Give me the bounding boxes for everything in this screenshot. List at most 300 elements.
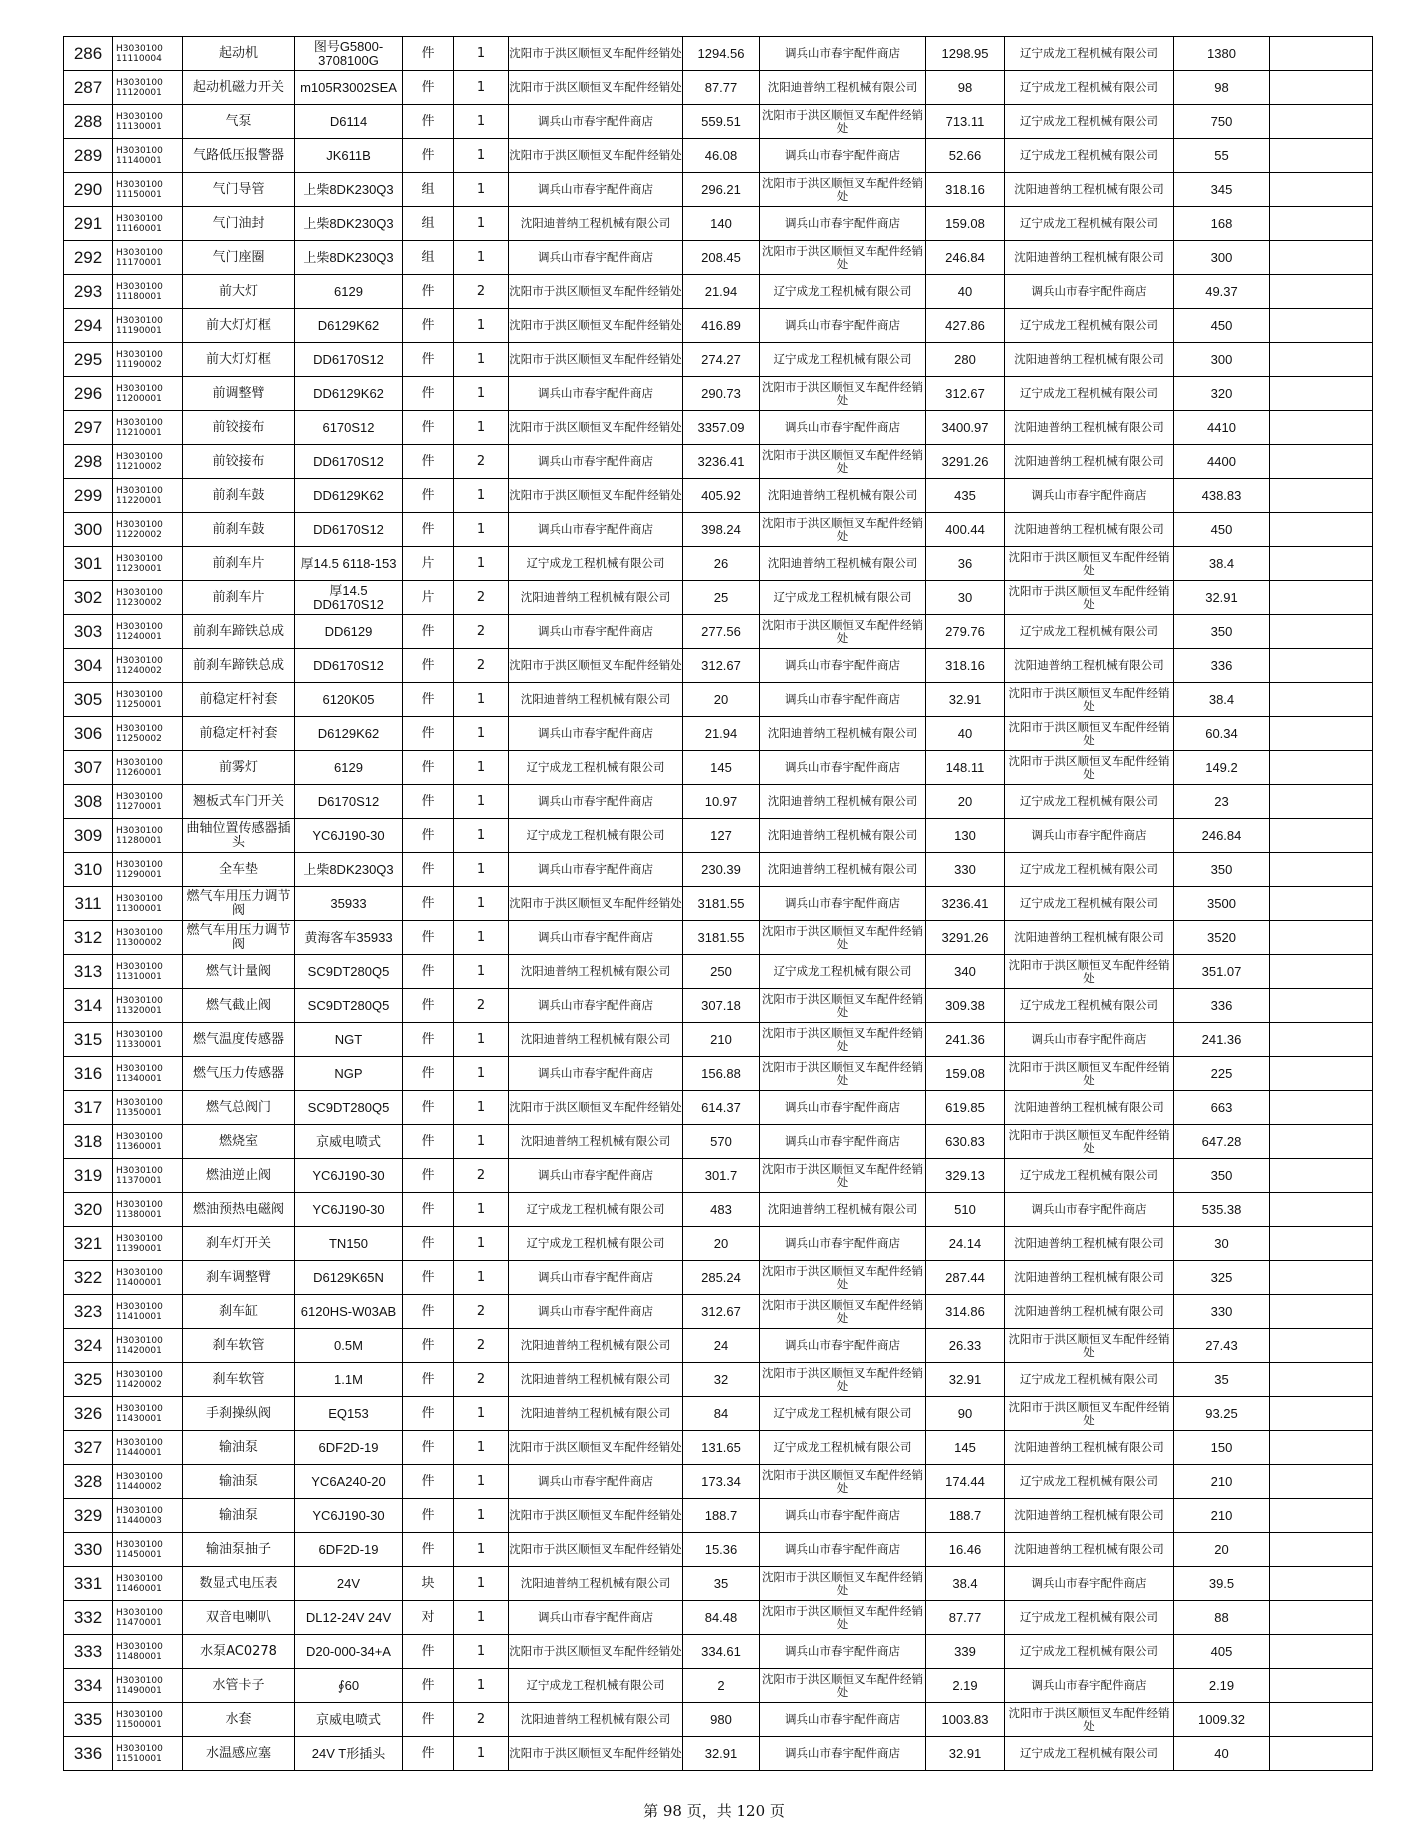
specification-cell: YC6J190-30 [295, 819, 403, 853]
remark-cell [1270, 1669, 1373, 1703]
table-row [64, 241, 1373, 275]
supplier-2-cell: 沈阳市于洪区顺恒叉车配件经销处 [760, 1363, 926, 1397]
supplier-1-cell: 沈阳市于洪区顺恒叉车配件经销处 [509, 1737, 683, 1771]
row-number-cell: 327 [64, 1431, 113, 1465]
specification-cell: D20-000-34+A [295, 1635, 403, 1669]
supplier-1-cell: 调兵山市春宇配件商店 [509, 241, 683, 275]
price-2-cell: 3291.26 [926, 445, 1005, 479]
specification-cell: D6170S12 [295, 785, 403, 819]
unit-cell: 件 [403, 785, 454, 819]
unit-cell: 块 [403, 1567, 454, 1601]
price-1-cell: 2 [683, 1669, 760, 1703]
part-name-cell: 气门座圈 [183, 241, 295, 275]
remark-cell [1270, 547, 1373, 581]
row-number-cell: 313 [64, 955, 113, 989]
price-3-cell: 438.83 [1174, 479, 1270, 513]
material-code-cell: H3030100 11490001 [113, 1669, 183, 1703]
material-code-cell: H3030100 11250001 [113, 683, 183, 717]
remark-cell [1270, 1329, 1373, 1363]
price-2-cell: 309.38 [926, 989, 1005, 1023]
table-row [64, 105, 1373, 139]
price-2-cell: 279.76 [926, 615, 1005, 649]
price-3-cell: 3500 [1174, 887, 1270, 921]
material-code-cell: H3030100 11400001 [113, 1261, 183, 1295]
quantity-cell: 2 [454, 1295, 509, 1329]
specification-cell: 上柴8DK230Q3 [295, 207, 403, 241]
table-row [64, 615, 1373, 649]
remark-cell [1270, 581, 1373, 615]
material-code-cell: H3030100 11210002 [113, 445, 183, 479]
remark-cell [1270, 1397, 1373, 1431]
row-number-cell: 303 [64, 615, 113, 649]
specification-cell: 24V [295, 1567, 403, 1601]
price-2-cell: 312.67 [926, 377, 1005, 411]
material-code-cell: H3030100 11450001 [113, 1533, 183, 1567]
specification-cell: 黄海客车35933 [295, 921, 403, 955]
supplier-3-cell: 沈阳迪普纳工程机械有限公司 [1005, 1227, 1174, 1261]
quantity-cell: 1 [454, 683, 509, 717]
row-number-cell: 304 [64, 649, 113, 683]
unit-cell: 件 [403, 819, 454, 853]
supplier-1-cell: 沈阳市于洪区顺恒叉车配件经销处 [509, 1499, 683, 1533]
table-row [64, 275, 1373, 309]
unit-cell: 件 [403, 1125, 454, 1159]
price-1-cell: 3181.55 [683, 887, 760, 921]
price-2-cell: 98 [926, 71, 1005, 105]
supplier-2-cell: 调兵山市春宇配件商店 [760, 683, 926, 717]
table-row [64, 343, 1373, 377]
price-3-cell: 35 [1174, 1363, 1270, 1397]
part-name-cell: 燃油预热电磁阀 [183, 1193, 295, 1227]
part-name-cell: 前铰接布 [183, 445, 295, 479]
table-row [64, 581, 1373, 615]
material-code-cell: H3030100 11410001 [113, 1295, 183, 1329]
specification-cell: YC6A240-20 [295, 1465, 403, 1499]
supplier-1-cell: 辽宁成龙工程机械有限公司 [509, 1669, 683, 1703]
supplier-1-cell: 沈阳迪普纳工程机械有限公司 [509, 581, 683, 615]
supplier-2-cell: 沈阳市于洪区顺恒叉车配件经销处 [760, 105, 926, 139]
price-3-cell: 38.4 [1174, 683, 1270, 717]
price-1-cell: 87.77 [683, 71, 760, 105]
price-1-cell: 46.08 [683, 139, 760, 173]
material-code-cell: H3030100 11240001 [113, 615, 183, 649]
supplier-3-cell: 辽宁成龙工程机械有限公司 [1005, 1635, 1174, 1669]
remark-cell [1270, 1703, 1373, 1737]
specification-cell: TN150 [295, 1227, 403, 1261]
quantity-cell: 1 [454, 717, 509, 751]
supplier-3-cell: 沈阳迪普纳工程机械有限公司 [1005, 241, 1174, 275]
supplier-1-cell: 沈阳市于洪区顺恒叉车配件经销处 [509, 649, 683, 683]
supplier-3-cell: 沈阳迪普纳工程机械有限公司 [1005, 1091, 1174, 1125]
table-row [64, 819, 1373, 853]
price-2-cell: 2.19 [926, 1669, 1005, 1703]
material-code-cell: H3030100 11240002 [113, 649, 183, 683]
price-3-cell: 241.36 [1174, 1023, 1270, 1057]
price-2-cell: 713.11 [926, 105, 1005, 139]
supplier-2-cell: 调兵山市春宇配件商店 [760, 1533, 926, 1567]
row-number-cell: 305 [64, 683, 113, 717]
price-3-cell: 450 [1174, 513, 1270, 547]
supplier-2-cell: 沈阳市于洪区顺恒叉车配件经销处 [760, 615, 926, 649]
price-3-cell: 300 [1174, 343, 1270, 377]
material-code-cell: H3030100 11360001 [113, 1125, 183, 1159]
material-code-cell: H3030100 11200001 [113, 377, 183, 411]
supplier-1-cell: 沈阳市于洪区顺恒叉车配件经销处 [509, 1533, 683, 1567]
quantity-cell: 1 [454, 1057, 509, 1091]
remark-cell [1270, 1125, 1373, 1159]
price-2-cell: 32.91 [926, 1737, 1005, 1771]
remark-cell [1270, 1363, 1373, 1397]
price-2-cell: 510 [926, 1193, 1005, 1227]
price-comparison-table [63, 36, 1373, 1771]
specification-cell: DD6129K62 [295, 377, 403, 411]
row-number-cell: 336 [64, 1737, 113, 1771]
row-number-cell: 288 [64, 105, 113, 139]
quantity-cell: 1 [454, 887, 509, 921]
material-code-cell: H3030100 11230002 [113, 581, 183, 615]
supplier-2-cell: 沈阳迪普纳工程机械有限公司 [760, 479, 926, 513]
specification-cell: DL12-24V 24V [295, 1601, 403, 1635]
specification-cell: 京威电喷式 [295, 1703, 403, 1737]
price-2-cell: 3236.41 [926, 887, 1005, 921]
specification-cell: 6120K05 [295, 683, 403, 717]
part-name-cell: 前铰接布 [183, 411, 295, 445]
unit-cell: 件 [403, 1295, 454, 1329]
price-1-cell: 20 [683, 1227, 760, 1261]
part-name-cell: 手刹操纵阀 [183, 1397, 295, 1431]
price-1-cell: 285.24 [683, 1261, 760, 1295]
unit-cell: 对 [403, 1601, 454, 1635]
material-code-cell: H3030100 11330001 [113, 1023, 183, 1057]
price-2-cell: 400.44 [926, 513, 1005, 547]
price-2-cell: 3291.26 [926, 921, 1005, 955]
remark-cell [1270, 173, 1373, 207]
supplier-1-cell: 调兵山市春宇配件商店 [509, 1601, 683, 1635]
supplier-3-cell: 沈阳市于洪区顺恒叉车配件经销处 [1005, 1329, 1174, 1363]
row-number-cell: 326 [64, 1397, 113, 1431]
quantity-cell: 1 [454, 139, 509, 173]
row-number-cell: 320 [64, 1193, 113, 1227]
material-code-cell: H3030100 11120001 [113, 71, 183, 105]
table-row [64, 1261, 1373, 1295]
part-name-cell: 燃气车用压力调节阀 [183, 921, 295, 955]
specification-cell: 35933 [295, 887, 403, 921]
supplier-1-cell: 沈阳迪普纳工程机械有限公司 [509, 1125, 683, 1159]
quantity-cell: 1 [454, 1261, 509, 1295]
remark-cell [1270, 1261, 1373, 1295]
table-row [64, 955, 1373, 989]
remark-cell [1270, 1227, 1373, 1261]
supplier-2-cell: 调兵山市春宇配件商店 [760, 37, 926, 71]
price-2-cell: 630.83 [926, 1125, 1005, 1159]
part-name-cell: 燃气温度传感器 [183, 1023, 295, 1057]
remark-cell [1270, 37, 1373, 71]
supplier-1-cell: 沈阳迪普纳工程机械有限公司 [509, 1329, 683, 1363]
supplier-3-cell: 沈阳市于洪区顺恒叉车配件经销处 [1005, 1057, 1174, 1091]
supplier-3-cell: 沈阳市于洪区顺恒叉车配件经销处 [1005, 683, 1174, 717]
price-2-cell: 1298.95 [926, 37, 1005, 71]
row-number-cell: 307 [64, 751, 113, 785]
supplier-1-cell: 沈阳市于洪区顺恒叉车配件经销处 [509, 1635, 683, 1669]
unit-cell: 件 [403, 955, 454, 989]
part-name-cell: 燃气截止阀 [183, 989, 295, 1023]
supplier-1-cell: 沈阳市于洪区顺恒叉车配件经销处 [509, 275, 683, 309]
specification-cell: D6129K65N [295, 1261, 403, 1295]
specification-cell: 上柴8DK230Q3 [295, 853, 403, 887]
price-2-cell: 287.44 [926, 1261, 1005, 1295]
price-1-cell: 312.67 [683, 649, 760, 683]
price-1-cell: 230.39 [683, 853, 760, 887]
supplier-2-cell: 沈阳市于洪区顺恒叉车配件经销处 [760, 173, 926, 207]
supplier-2-cell: 沈阳迪普纳工程机械有限公司 [760, 853, 926, 887]
price-2-cell: 241.36 [926, 1023, 1005, 1057]
table-row [64, 1601, 1373, 1635]
price-1-cell: 3181.55 [683, 921, 760, 955]
price-3-cell: 210 [1174, 1499, 1270, 1533]
supplier-3-cell: 调兵山市春宇配件商店 [1005, 1193, 1174, 1227]
price-1-cell: 188.7 [683, 1499, 760, 1533]
quantity-cell: 1 [454, 1397, 509, 1431]
remark-cell [1270, 1601, 1373, 1635]
material-code-cell: H3030100 11260001 [113, 751, 183, 785]
price-2-cell: 30 [926, 581, 1005, 615]
row-number-cell: 333 [64, 1635, 113, 1669]
unit-cell: 组 [403, 207, 454, 241]
quantity-cell: 1 [454, 479, 509, 513]
price-2-cell: 148.11 [926, 751, 1005, 785]
price-1-cell: 10.97 [683, 785, 760, 819]
price-2-cell: 20 [926, 785, 1005, 819]
supplier-3-cell: 沈阳迪普纳工程机械有限公司 [1005, 445, 1174, 479]
supplier-3-cell: 辽宁成龙工程机械有限公司 [1005, 1363, 1174, 1397]
quantity-cell: 1 [454, 853, 509, 887]
part-name-cell: 起动机 [183, 37, 295, 71]
unit-cell: 件 [403, 1363, 454, 1397]
table-row [64, 1533, 1373, 1567]
remark-cell [1270, 649, 1373, 683]
specification-cell: 6129 [295, 751, 403, 785]
price-1-cell: 274.27 [683, 343, 760, 377]
supplier-1-cell: 调兵山市春宇配件商店 [509, 173, 683, 207]
unit-cell: 件 [403, 1499, 454, 1533]
material-code-cell: H3030100 11250002 [113, 717, 183, 751]
table-row [64, 1159, 1373, 1193]
specification-cell: DD6170S12 [295, 343, 403, 377]
material-code-cell: H3030100 11440003 [113, 1499, 183, 1533]
supplier-3-cell: 沈阳迪普纳工程机械有限公司 [1005, 411, 1174, 445]
price-1-cell: 25 [683, 581, 760, 615]
table-row [64, 207, 1373, 241]
specification-cell: ∮60 [295, 1669, 403, 1703]
quantity-cell: 1 [454, 547, 509, 581]
table-row [64, 785, 1373, 819]
table-row [64, 1669, 1373, 1703]
supplier-3-cell: 沈阳迪普纳工程机械有限公司 [1005, 1261, 1174, 1295]
supplier-2-cell: 调兵山市春宇配件商店 [760, 751, 926, 785]
part-name-cell: 前刹车片 [183, 547, 295, 581]
row-number-cell: 323 [64, 1295, 113, 1329]
table-row [64, 853, 1373, 887]
supplier-1-cell: 调兵山市春宇配件商店 [509, 853, 683, 887]
supplier-1-cell: 调兵山市春宇配件商店 [509, 513, 683, 547]
quantity-cell: 1 [454, 1125, 509, 1159]
price-2-cell: 3400.97 [926, 411, 1005, 445]
price-2-cell: 318.16 [926, 173, 1005, 207]
table-row [64, 1635, 1373, 1669]
row-number-cell: 322 [64, 1261, 113, 1295]
supplier-3-cell: 沈阳迪普纳工程机械有限公司 [1005, 1431, 1174, 1465]
specification-cell: JK611B [295, 139, 403, 173]
quantity-cell: 1 [454, 411, 509, 445]
table-row [64, 173, 1373, 207]
supplier-2-cell: 沈阳市于洪区顺恒叉车配件经销处 [760, 1023, 926, 1057]
supplier-1-cell: 调兵山市春宇配件商店 [509, 1295, 683, 1329]
price-3-cell: 210 [1174, 1465, 1270, 1499]
price-3-cell: 49.37 [1174, 275, 1270, 309]
price-3-cell: 39.5 [1174, 1567, 1270, 1601]
material-code-cell: H3030100 11430001 [113, 1397, 183, 1431]
table-row [64, 1567, 1373, 1601]
quantity-cell: 1 [454, 1227, 509, 1261]
price-3-cell: 300 [1174, 241, 1270, 275]
unit-cell: 件 [403, 1635, 454, 1669]
remark-cell [1270, 1057, 1373, 1091]
remark-cell [1270, 1567, 1373, 1601]
remark-cell [1270, 819, 1373, 853]
material-code-cell: H3030100 11170001 [113, 241, 183, 275]
part-name-cell: 前大灯灯框 [183, 343, 295, 377]
supplier-1-cell: 辽宁成龙工程机械有限公司 [509, 819, 683, 853]
specification-cell: D6129K62 [295, 717, 403, 751]
price-2-cell: 435 [926, 479, 1005, 513]
unit-cell: 组 [403, 241, 454, 275]
price-1-cell: 26 [683, 547, 760, 581]
unit-cell: 件 [403, 1193, 454, 1227]
specification-cell: 0.5M [295, 1329, 403, 1363]
row-number-cell: 330 [64, 1533, 113, 1567]
material-code-cell: H3030100 11220001 [113, 479, 183, 513]
remark-cell [1270, 241, 1373, 275]
remark-cell [1270, 751, 1373, 785]
price-1-cell: 21.94 [683, 717, 760, 751]
remark-cell [1270, 785, 1373, 819]
specification-cell: YC6J190-30 [295, 1159, 403, 1193]
material-code-cell: H3030100 11500001 [113, 1703, 183, 1737]
price-3-cell: 663 [1174, 1091, 1270, 1125]
price-1-cell: 156.88 [683, 1057, 760, 1091]
table-row [64, 37, 1373, 71]
price-3-cell: 149.2 [1174, 751, 1270, 785]
supplier-1-cell: 辽宁成龙工程机械有限公司 [509, 1193, 683, 1227]
price-3-cell: 4410 [1174, 411, 1270, 445]
price-1-cell: 210 [683, 1023, 760, 1057]
quantity-cell: 1 [454, 207, 509, 241]
supplier-2-cell: 调兵山市春宇配件商店 [760, 1499, 926, 1533]
material-code-cell: H3030100 11440001 [113, 1431, 183, 1465]
remark-cell [1270, 1635, 1373, 1669]
part-name-cell: 翘板式车门开关 [183, 785, 295, 819]
specification-cell: m105R3002SEA [295, 71, 403, 105]
supplier-3-cell: 调兵山市春宇配件商店 [1005, 479, 1174, 513]
unit-cell: 件 [403, 1261, 454, 1295]
supplier-2-cell: 沈阳市于洪区顺恒叉车配件经销处 [760, 1465, 926, 1499]
specification-cell: 京威电喷式 [295, 1125, 403, 1159]
material-code-cell: H3030100 11320001 [113, 989, 183, 1023]
material-code-cell: H3030100 11280001 [113, 819, 183, 853]
supplier-1-cell: 调兵山市春宇配件商店 [509, 105, 683, 139]
price-1-cell: 980 [683, 1703, 760, 1737]
material-code-cell: H3030100 11340001 [113, 1057, 183, 1091]
row-number-cell: 328 [64, 1465, 113, 1499]
price-3-cell: 246.84 [1174, 819, 1270, 853]
unit-cell: 件 [403, 615, 454, 649]
supplier-3-cell: 调兵山市春宇配件商店 [1005, 819, 1174, 853]
unit-cell: 件 [403, 1465, 454, 1499]
row-number-cell: 296 [64, 377, 113, 411]
part-name-cell: 燃油逆止阀 [183, 1159, 295, 1193]
row-number-cell: 300 [64, 513, 113, 547]
price-1-cell: 3236.41 [683, 445, 760, 479]
price-2-cell: 24.14 [926, 1227, 1005, 1261]
table-row [64, 547, 1373, 581]
price-2-cell: 1003.83 [926, 1703, 1005, 1737]
material-code-cell: H3030100 11270001 [113, 785, 183, 819]
price-3-cell: 350 [1174, 1159, 1270, 1193]
unit-cell: 件 [403, 71, 454, 105]
supplier-2-cell: 辽宁成龙工程机械有限公司 [760, 1431, 926, 1465]
price-3-cell: 350 [1174, 853, 1270, 887]
part-name-cell: 前雾灯 [183, 751, 295, 785]
row-number-cell: 286 [64, 37, 113, 71]
supplier-1-cell: 调兵山市春宇配件商店 [509, 717, 683, 751]
supplier-3-cell: 沈阳迪普纳工程机械有限公司 [1005, 173, 1174, 207]
remark-cell [1270, 921, 1373, 955]
row-number-cell: 291 [64, 207, 113, 241]
unit-cell: 件 [403, 1703, 454, 1737]
supplier-1-cell: 调兵山市春宇配件商店 [509, 921, 683, 955]
specification-cell: YC6J190-30 [295, 1499, 403, 1533]
price-1-cell: 614.37 [683, 1091, 760, 1125]
table-row [64, 1499, 1373, 1533]
supplier-3-cell: 辽宁成龙工程机械有限公司 [1005, 207, 1174, 241]
quantity-cell: 1 [454, 1737, 509, 1771]
quantity-cell: 1 [454, 173, 509, 207]
price-3-cell: 23 [1174, 785, 1270, 819]
table-row [64, 1431, 1373, 1465]
supplier-2-cell: 沈阳市于洪区顺恒叉车配件经销处 [760, 1601, 926, 1635]
material-code-cell: H3030100 11460001 [113, 1567, 183, 1601]
price-1-cell: 15.36 [683, 1533, 760, 1567]
supplier-2-cell: 沈阳迪普纳工程机械有限公司 [760, 547, 926, 581]
remark-cell [1270, 1431, 1373, 1465]
price-1-cell: 145 [683, 751, 760, 785]
row-number-cell: 335 [64, 1703, 113, 1737]
supplier-2-cell: 沈阳迪普纳工程机械有限公司 [760, 71, 926, 105]
supplier-2-cell: 调兵山市春宇配件商店 [760, 1703, 926, 1737]
supplier-3-cell: 调兵山市春宇配件商店 [1005, 275, 1174, 309]
quantity-cell: 2 [454, 445, 509, 479]
part-name-cell: 输油泵 [183, 1431, 295, 1465]
part-name-cell: 水温感应塞 [183, 1737, 295, 1771]
supplier-1-cell: 沈阳市于洪区顺恒叉车配件经销处 [509, 1431, 683, 1465]
row-number-cell: 325 [64, 1363, 113, 1397]
table-row [64, 411, 1373, 445]
quantity-cell: 1 [454, 241, 509, 275]
table-row [64, 513, 1373, 547]
price-3-cell: 320 [1174, 377, 1270, 411]
remark-cell [1270, 207, 1373, 241]
part-name-cell: 气泵 [183, 105, 295, 139]
